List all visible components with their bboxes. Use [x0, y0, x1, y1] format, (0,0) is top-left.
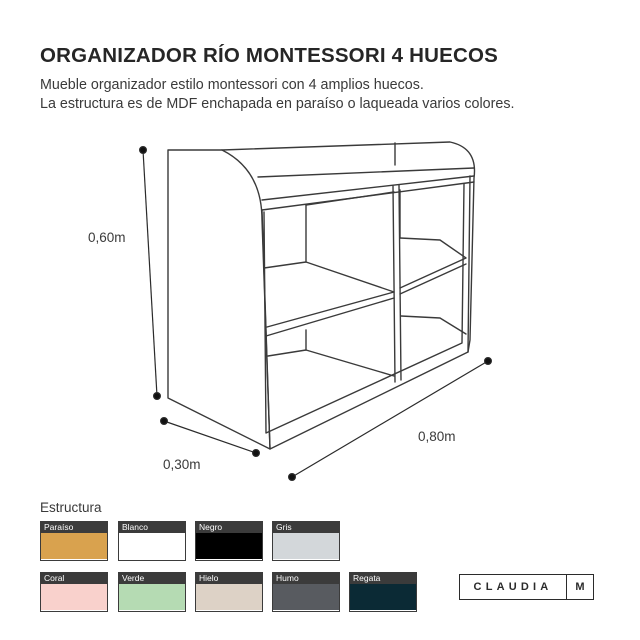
side-panel: [168, 150, 270, 449]
page-title: ORGANIZADOR RÍO MONTESSORI 4 HUECOS: [40, 44, 499, 67]
description-line-1: Mueble organizador estilo montessori con 4 amplios huecos.: [40, 77, 424, 93]
swatch-paraiso[interactable]: [40, 521, 108, 561]
swatch-regata[interactable]: [349, 572, 417, 612]
swatch-color: [273, 533, 339, 559]
brand-mark: M: [566, 575, 593, 599]
swatch-label: Gris: [273, 522, 339, 533]
swatches-title: Estructura: [40, 500, 102, 515]
swatch-humo[interactable]: [272, 572, 340, 612]
swatch-color: [119, 584, 185, 610]
height-dimension: 0,60m: [88, 230, 126, 245]
swatch-color: [350, 584, 416, 610]
brand-logo: [459, 574, 594, 600]
swatch-label: Hielo: [196, 573, 262, 584]
swatch-label: Paraíso: [41, 522, 107, 533]
swatch-label: Humo: [273, 573, 339, 584]
swatch-label: Negro: [196, 522, 262, 533]
depth-dimension: 0,30m: [163, 457, 201, 472]
swatch-color: [119, 533, 185, 559]
swatch-color: [196, 533, 262, 559]
swatch-color: [273, 584, 339, 610]
swatch-negro[interactable]: [195, 521, 263, 561]
brand-name: CLAUDIA: [473, 581, 553, 593]
swatch-label: Verde: [119, 573, 185, 584]
swatch-label: Regata: [350, 573, 416, 584]
front-frame: [262, 176, 470, 449]
swatch-blanco[interactable]: [118, 521, 186, 561]
width-dimension: 0,80m: [418, 429, 456, 444]
description-line-2: La estructura es de MDF enchapada en paraíso o laqueada varios colores.: [40, 96, 515, 112]
swatch-label: Blanco: [119, 522, 185, 533]
swatch-gris[interactable]: [272, 521, 340, 561]
swatch-verde[interactable]: [118, 572, 186, 612]
swatch-color: [41, 584, 107, 610]
swatch-hielo[interactable]: [195, 572, 263, 612]
swatch-label: Coral: [41, 573, 107, 584]
swatch-color: [196, 584, 262, 610]
swatch-coral[interactable]: [40, 572, 108, 612]
swatch-color: [41, 533, 107, 559]
